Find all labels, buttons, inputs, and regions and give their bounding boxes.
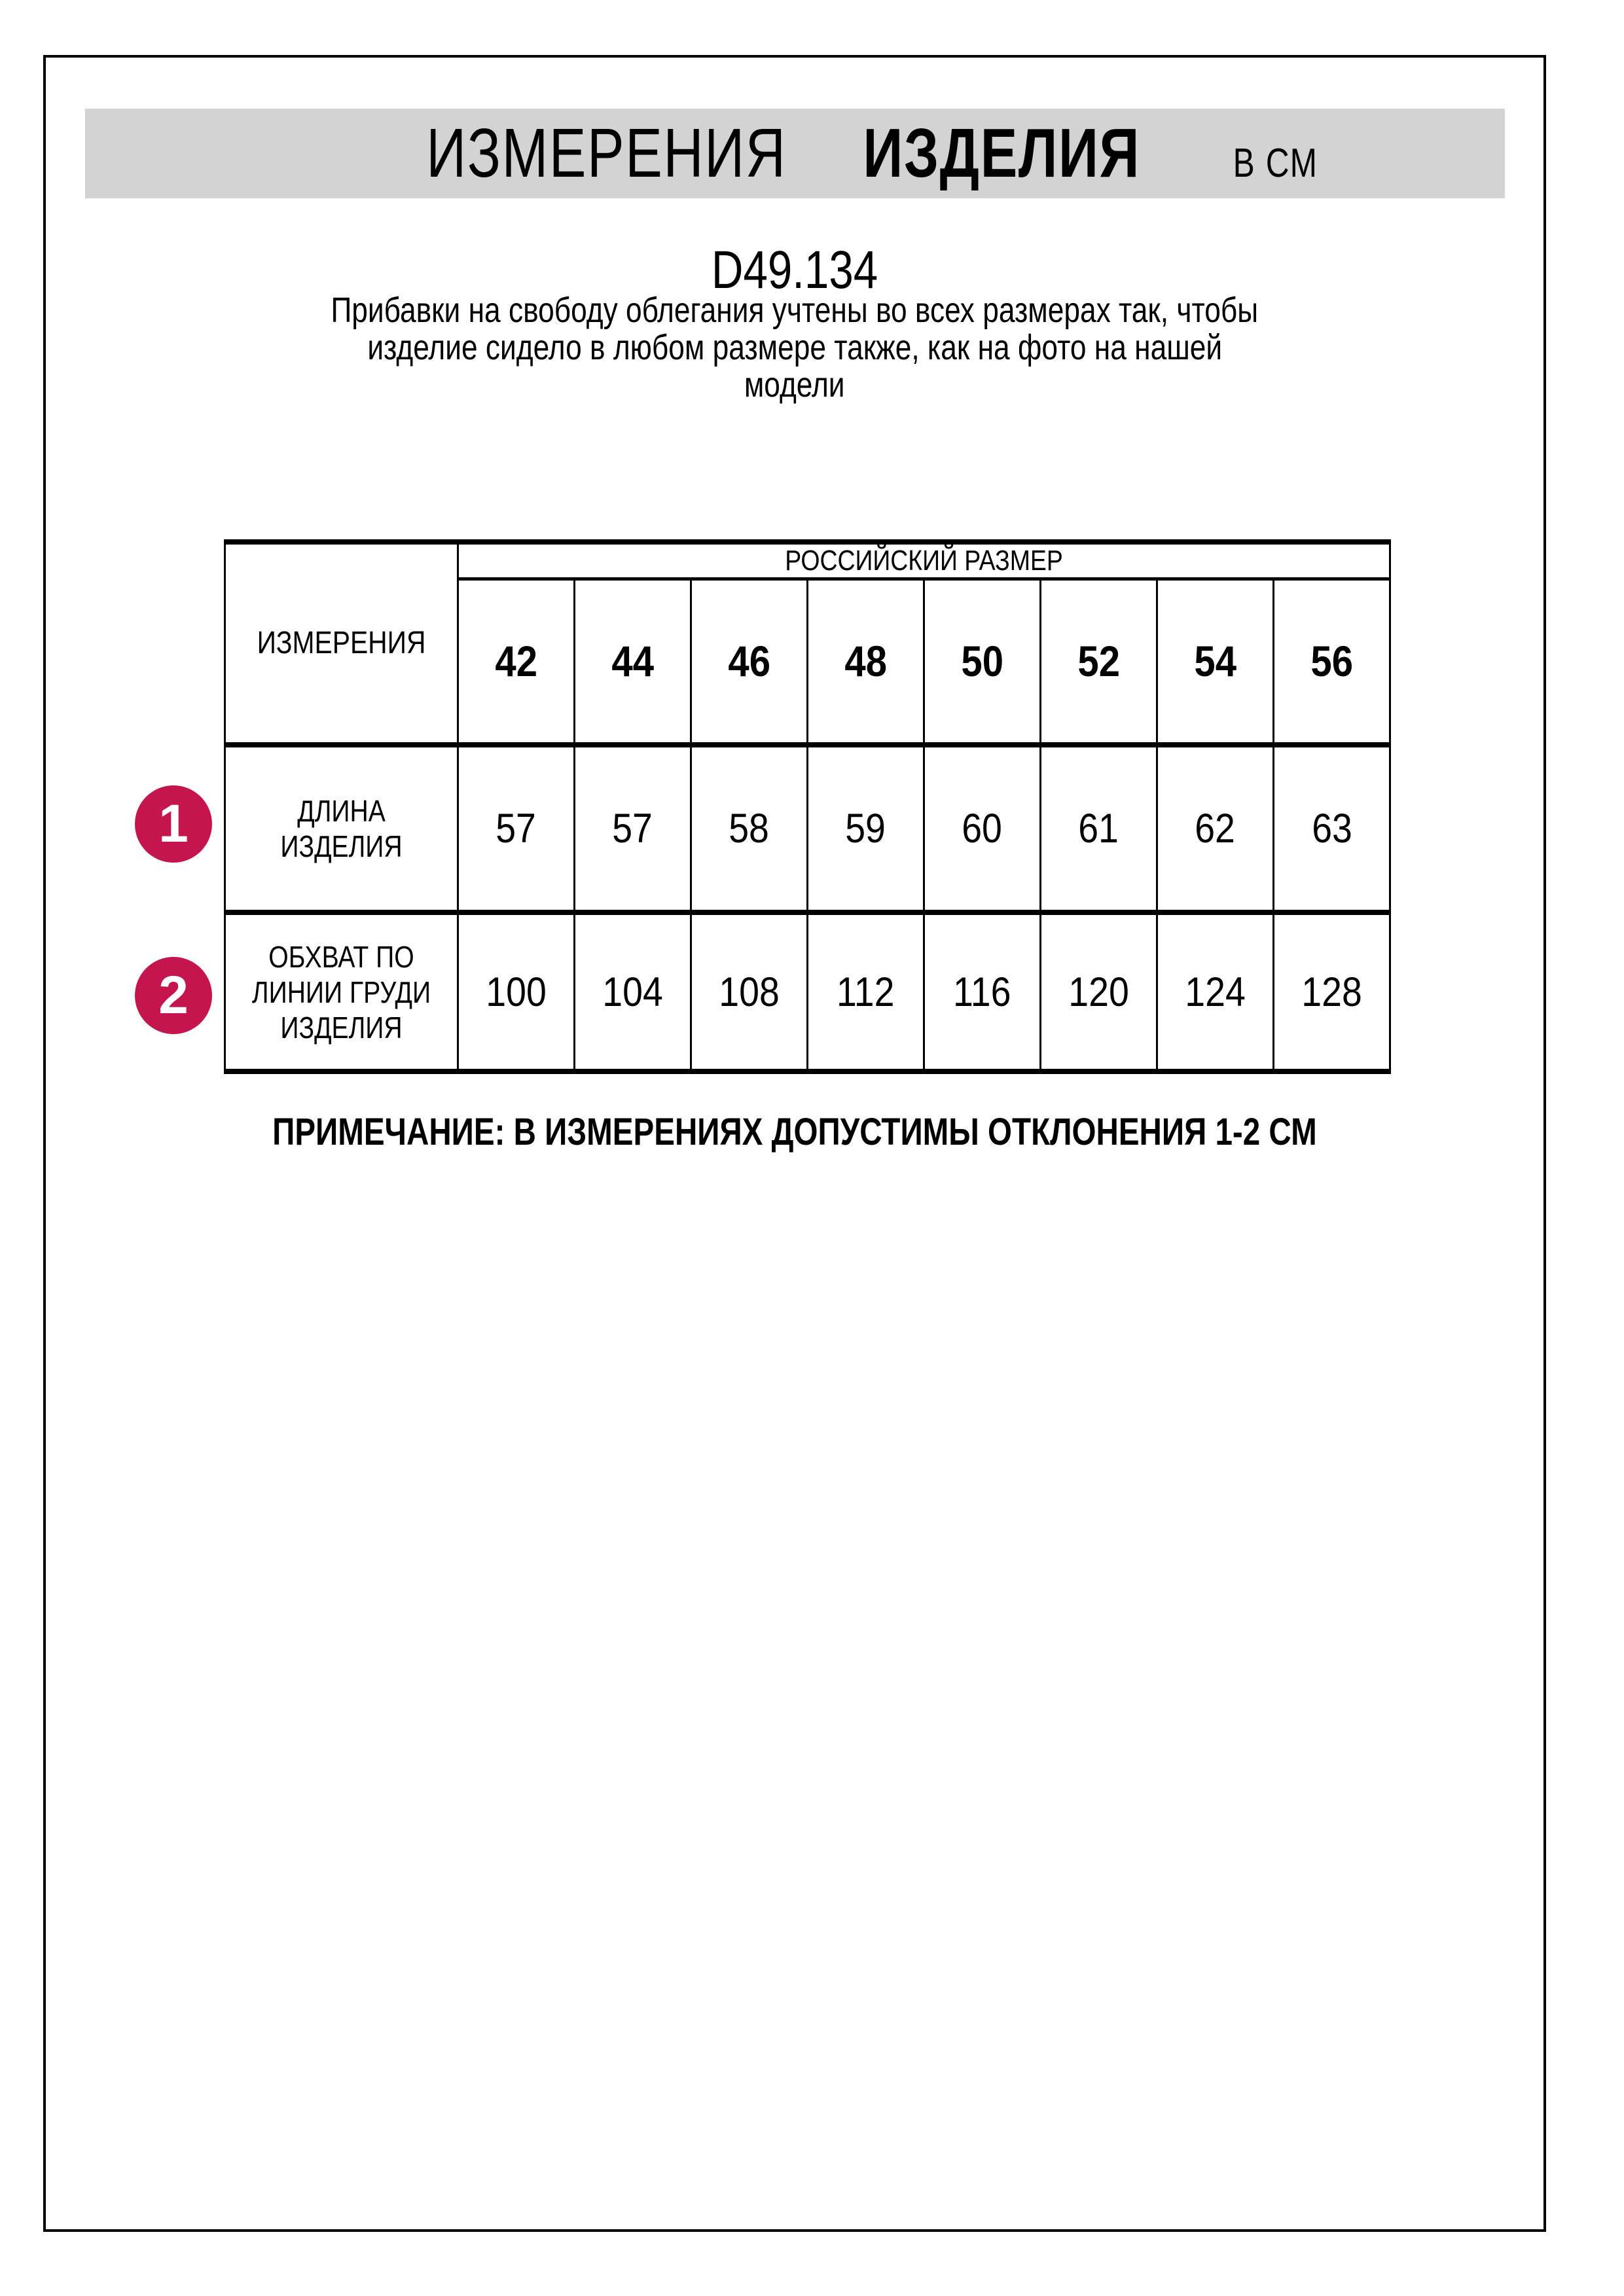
row-label-length: ДЛИНА ИЗДЕЛИЯ [280, 794, 403, 863]
size-header-cell: 48 [808, 579, 924, 745]
fit-description-line-1: Прибавки на свободу облегания учтены во всех размерах так, чтобы [331, 291, 1259, 330]
measurements-column-header: ИЗМЕРЕНИЯ [257, 626, 426, 660]
size-header-cell: 44 [575, 579, 691, 745]
size-group-header-row [225, 542, 1390, 579]
title-measurements-text: ИЗМЕРЕНИЯ [426, 115, 787, 192]
fit-description-line-3: модели [744, 365, 845, 404]
size-header-cell: 42 [458, 579, 575, 745]
row-label-cell [225, 912, 458, 1071]
value-cell: 124 [1157, 912, 1274, 1071]
value-cell: 100 [458, 912, 575, 1071]
value-cell: 104 [575, 912, 691, 1071]
size-header-cell: 56 [1274, 579, 1390, 745]
value-cell: 61 [1041, 745, 1157, 912]
value-cell: 59 [808, 745, 924, 912]
title-band [85, 109, 1505, 198]
product-code-row [43, 240, 1546, 300]
row-badge-2: 2 [135, 957, 212, 1034]
size-group-header-cell [458, 542, 1390, 579]
title-product-text: ИЗДЕЛИЯ [863, 115, 1141, 192]
table-row-chest [225, 912, 1390, 1071]
fit-description [43, 292, 1546, 404]
value-cell: 57 [458, 745, 575, 912]
title-units-text: В СМ [1233, 141, 1318, 186]
size-header-cell: 52 [1041, 579, 1157, 745]
row-label-cell [225, 745, 458, 912]
measurements-column-header-cell [225, 542, 458, 745]
row-badge-1: 1 [135, 785, 212, 863]
value-cell: 57 [575, 745, 691, 912]
table-row-length [225, 745, 1390, 912]
size-group-header: РОССИЙСКИЙ РАЗМЕР [785, 544, 1063, 577]
title-line [426, 114, 1318, 193]
row-label-chest: ОБХВАТ ПО ЛИНИИ ГРУДИ ИЗДЕЛИЯ [251, 939, 431, 1045]
value-cell: 60 [924, 745, 1041, 912]
size-header-cell: 50 [924, 579, 1041, 745]
value-cell: 108 [691, 912, 808, 1071]
value-cell: 63 [1274, 745, 1390, 912]
value-cell: 112 [808, 912, 924, 1071]
value-cell: 128 [1274, 912, 1390, 1071]
value-cell: 62 [1157, 745, 1274, 912]
tolerance-note-row [43, 1113, 1546, 1152]
value-cell: 58 [691, 745, 808, 912]
size-table [224, 539, 1391, 1074]
size-header-cell: 54 [1157, 579, 1274, 745]
size-header-cell: 46 [691, 579, 808, 745]
value-cell: 116 [924, 912, 1041, 1071]
value-cell: 120 [1041, 912, 1157, 1071]
tolerance-note: ПРИМЕЧАНИЕ: В ИЗМЕРЕНИЯХ ДОПУСТИМЫ ОТКЛОНЕНИЯ 1-2 СМ [272, 1111, 1317, 1153]
fit-description-line-2: изделие сидело в любом размере также, как на фото на нашей [367, 328, 1222, 367]
product-code: D49.134 [711, 240, 878, 300]
